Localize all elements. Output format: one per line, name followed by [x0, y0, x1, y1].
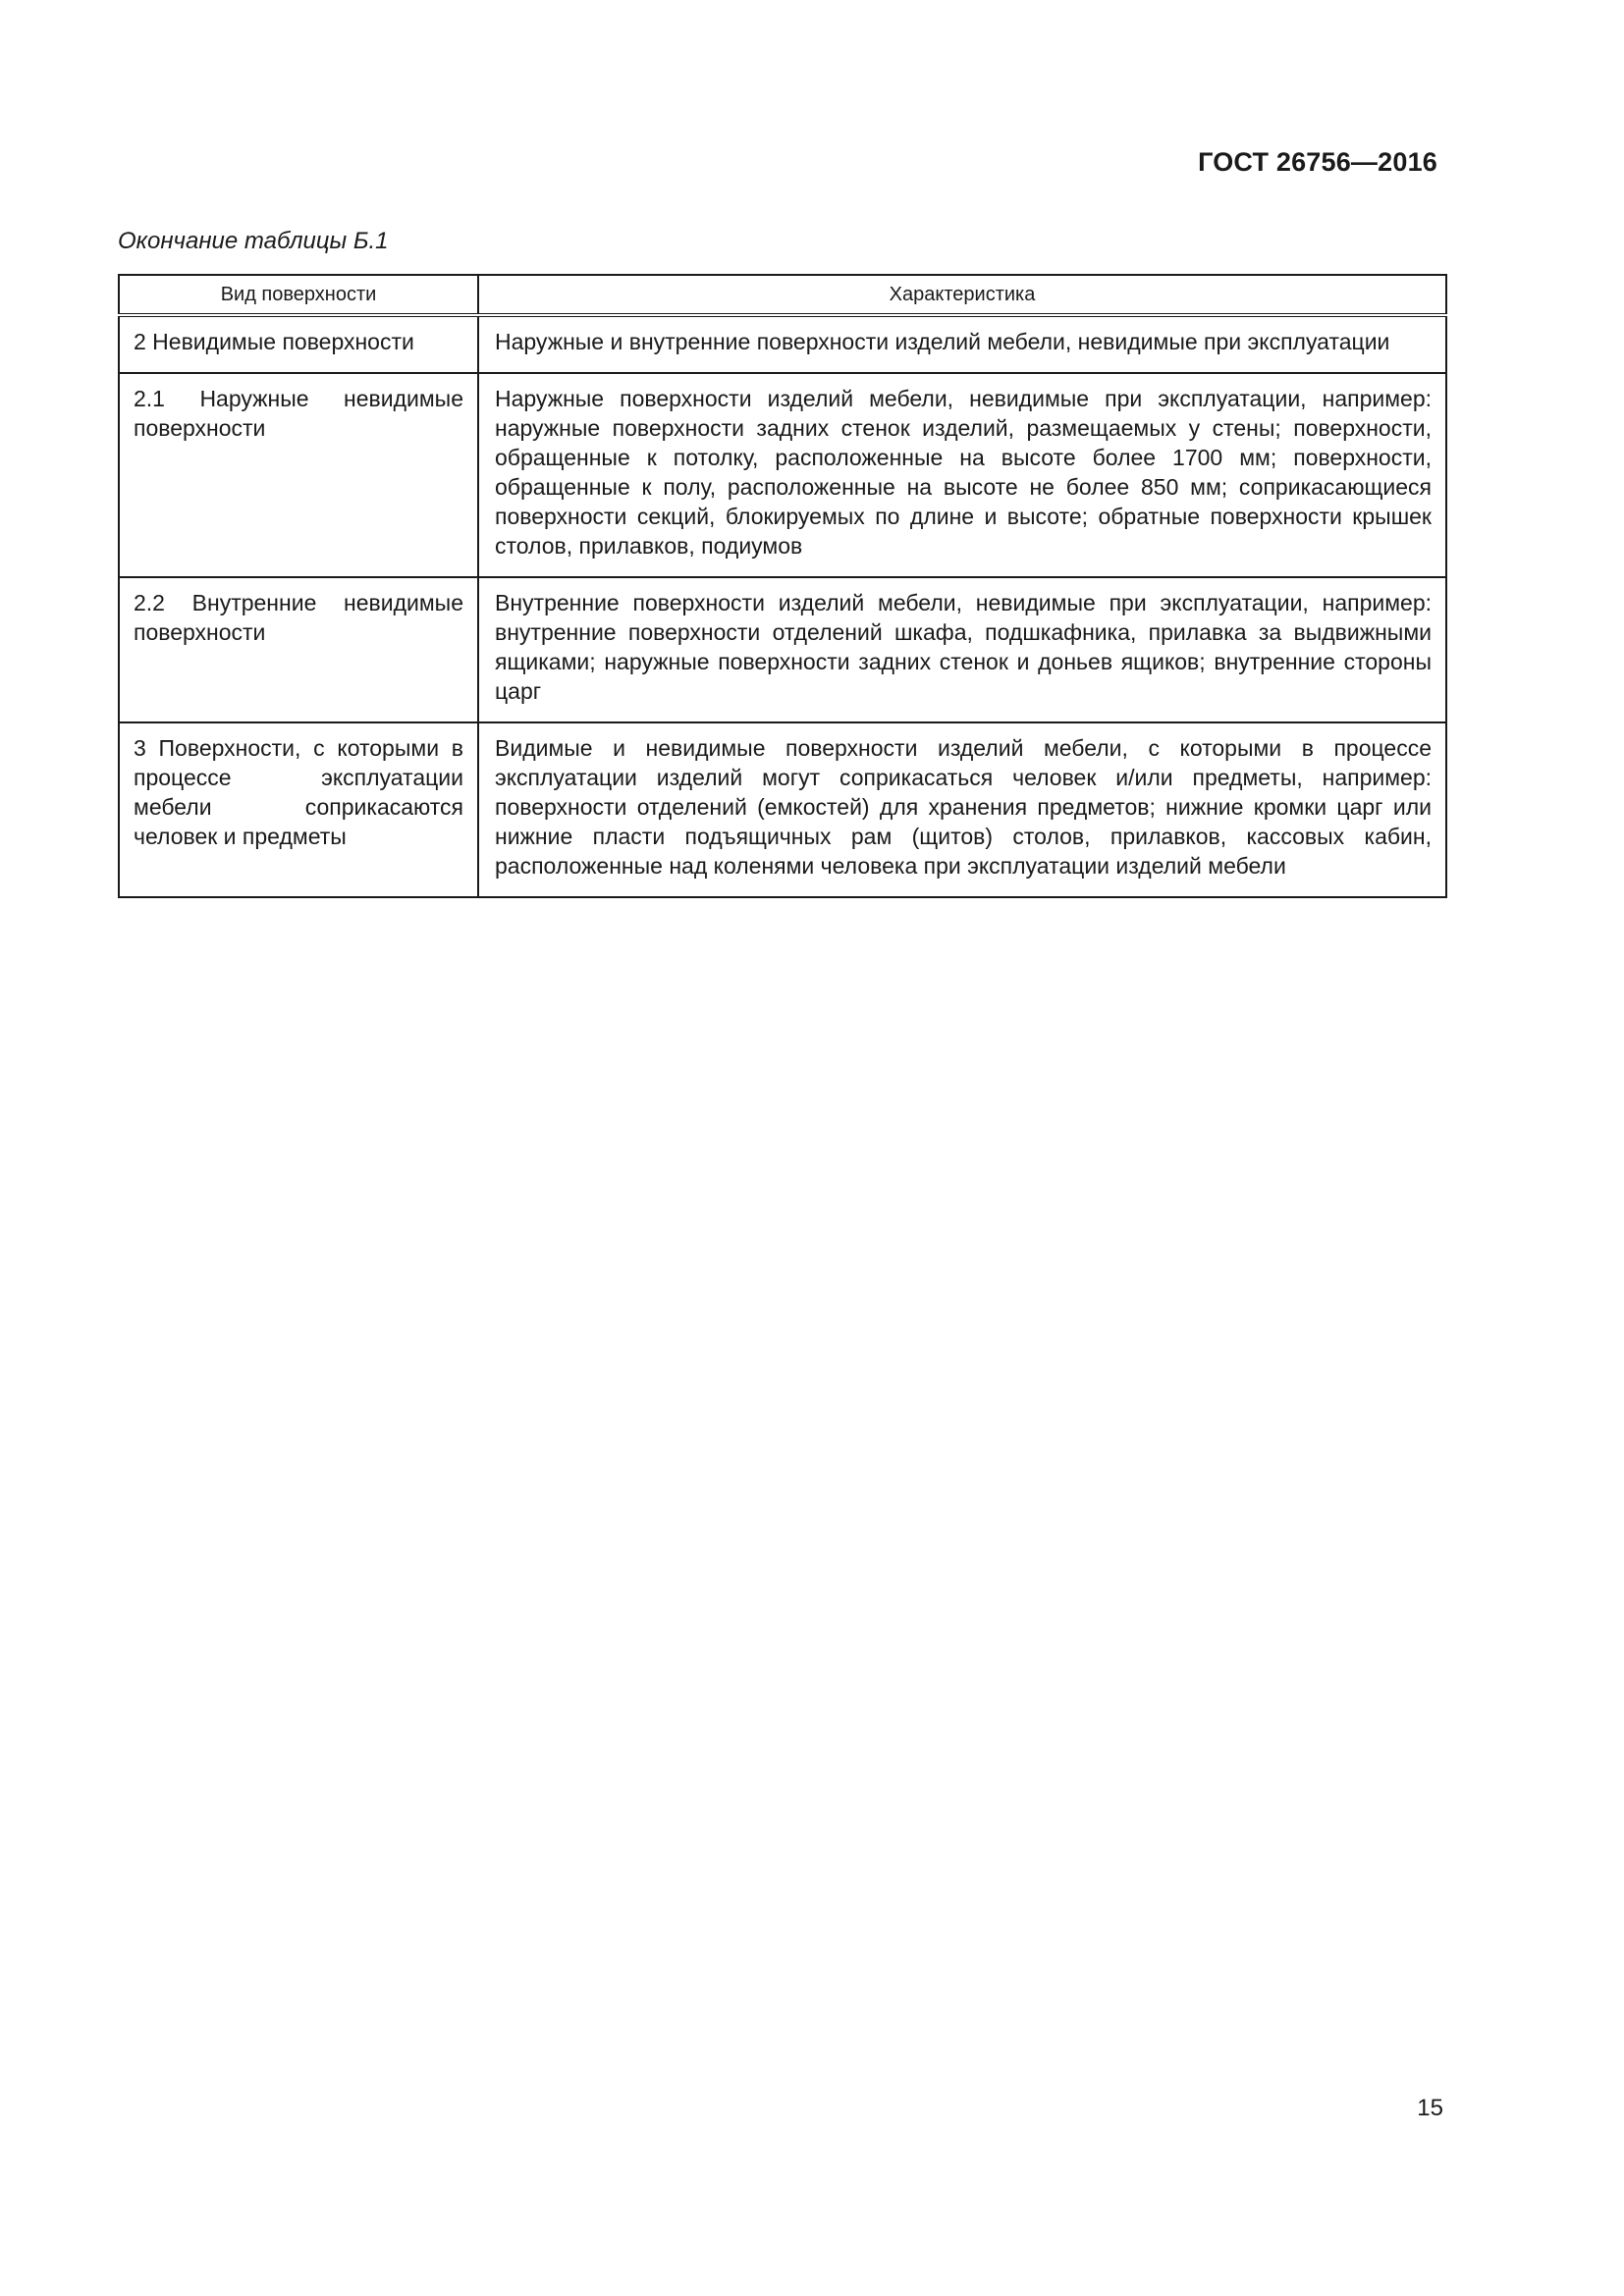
- table-row: [119, 373, 1446, 577]
- surface-type-cell: 2.1 Наружные невидимые поверхности: [119, 373, 478, 577]
- document-code: ГОСТ 26756—2016: [1198, 147, 1437, 177]
- surface-characteristics-table: [118, 274, 1447, 898]
- column-header-characteristic: Характеристика: [478, 275, 1446, 315]
- table-row: [119, 315, 1446, 373]
- characteristic-cell: Видимые и невидимые поверхности изделий мебели, с которыми в процессе эксплуатации изделий могут соприкасаться человек и/или предметы, например: поверхности отделений (емкостей) для хранения предметов; нижние кромки царг или нижние пласти подъящичных рам (щитов) столов, прилавков, кассовых кабин, расположенные над коленями человека при эксплуатации изделий мебели: [478, 722, 1446, 897]
- table-row: [119, 722, 1446, 897]
- table-row: [119, 577, 1446, 722]
- surface-type-cell: 3 Поверхности, с которыми в процессе эксплуатации мебели соприкасаются человек и предметы: [119, 722, 478, 897]
- surface-type-cell: 2.2 Внутренние невидимые поверхности: [119, 577, 478, 722]
- characteristic-cell: Наружные и внутренние поверхности изделий мебели, невидимые при эксплуатации: [478, 315, 1446, 373]
- table-caption: Окончание таблицы Б.1: [118, 228, 389, 254]
- characteristic-cell: Наружные поверхности изделий мебели, невидимые при эксплуатации, например: наружные поверхности задних стенок изделий, размещаемых у стены; поверхности, обращенные к потолку, расположенные на высоте более 1700 мм; поверхности, обращенные к полу, расположенные на высоте не более 850 мм; соприкасающиеся поверхности секций, блокируемых по длине и высоте; обратные поверхности крышек столов, прилавков, подиумов: [478, 373, 1446, 577]
- column-header-surface-type: Вид поверхности: [119, 275, 478, 315]
- characteristic-cell: Внутренние поверхности изделий мебели, невидимые при эксплуатации, например: внутренние поверхности отделений шкафа, подшкафника, прилавка за выдвижными ящиками; наружные поверхности задних стенок и доньев ящиков; внутренние стороны царг: [478, 577, 1446, 722]
- surface-type-cell: 2 Невидимые поверхности: [119, 315, 478, 373]
- table-header-row: [119, 275, 1446, 315]
- page-number: 15: [1417, 2095, 1443, 2121]
